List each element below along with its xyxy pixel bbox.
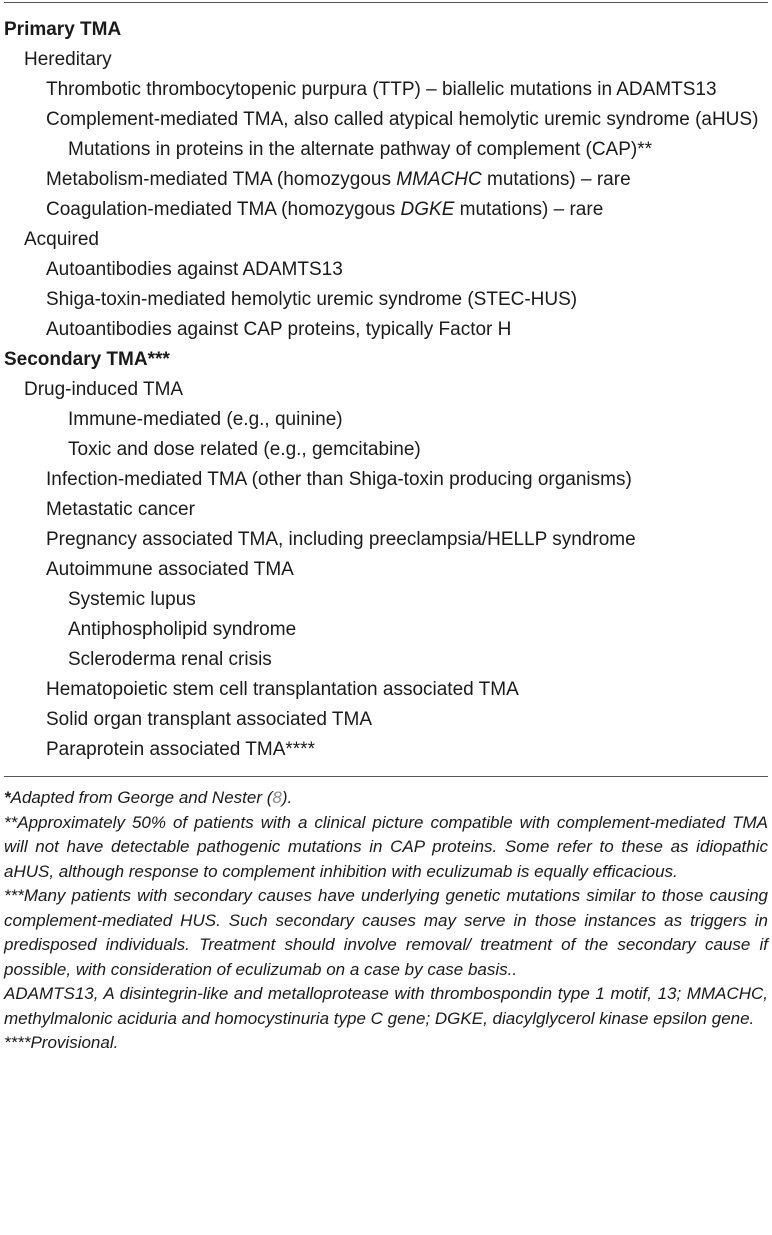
footnote-adapted xyxy=(4,786,768,811)
gene-name: DGKE xyxy=(400,199,455,220)
table-row: Toxic and dose related (e.g., gemcitabine) xyxy=(68,439,421,460)
footnote-star: * xyxy=(4,788,11,807)
footnote-provisional: ****Provisional. xyxy=(4,1033,119,1052)
table-row: Pregnancy associated TMA, including preeclampsia/HELLP syndrome xyxy=(46,529,636,550)
table-row: Autoantibodies against CAP proteins, typically Factor H xyxy=(46,319,512,340)
table-row: Antiphospholipid syndrome xyxy=(68,619,297,640)
table-page xyxy=(0,2,772,1235)
footnote-adapted-text: Adapted from George and Nester ( xyxy=(10,788,273,807)
table-row: Mutations in proteins in the alternate pathway of complement (CAP)** xyxy=(68,139,653,160)
footnote-adapted-end: ). xyxy=(281,788,293,807)
table-row xyxy=(4,165,768,195)
reference-link[interactable]: 8 xyxy=(272,788,282,807)
table-row: Complement-mediated TMA, also called atypical hemolytic uremic syndrome (aHUS) xyxy=(46,109,759,130)
row-text: mutations) – rare xyxy=(481,169,631,190)
table-row: Solid organ transplant associated TMA xyxy=(46,709,372,730)
table-row: Metastatic cancer xyxy=(46,499,195,520)
classification-table xyxy=(4,3,768,765)
row-text: mutations) – rare xyxy=(454,199,604,220)
table-row: Systemic lupus xyxy=(68,589,196,610)
table-row: Immune-mediated (e.g., quinine) xyxy=(68,409,343,430)
table-row: Hereditary xyxy=(24,49,112,70)
table-row: Acquired xyxy=(24,229,99,250)
table-row: Drug-induced TMA xyxy=(24,379,184,400)
gene-name: MMACHC xyxy=(396,169,482,190)
footnote-abbreviations: ADAMTS13, A disintegrin-like and metalloprotease with thrombospondin type 1 motif, 13; MMACHC, methylmalonic aciduria and homocystinuria type C gene; DGKE, diacylglycerol kinase epsilon gene. xyxy=(4,984,768,1028)
table-row: Autoantibodies against ADAMTS13 xyxy=(46,259,343,280)
row-text: Coagulation-mediated TMA (homozygous xyxy=(46,199,401,220)
table-row: Thrombotic thrombocytopenic purpura (TTP) – biallelic mutations in ADAMTS13 xyxy=(46,79,717,100)
table-row: Infection-mediated TMA (other than Shiga-toxin producing organisms) xyxy=(46,469,632,490)
section-heading: Primary TMA xyxy=(4,19,122,40)
table-row: Scleroderma renal crisis xyxy=(68,649,272,670)
table-row: Hematopoietic stem cell transplantation associated TMA xyxy=(46,679,519,700)
row-text: Metabolism-mediated TMA (homozygous xyxy=(46,169,397,190)
table-row: Paraprotein associated TMA**** xyxy=(46,739,315,760)
table-row xyxy=(4,195,768,225)
table-row: Shiga-toxin-mediated hemolytic uremic syndrome (STEC-HUS) xyxy=(46,289,578,310)
footnote-complement: **Approximately 50% of patients with a clinical picture compatible with complement-mediated TMA will not have detectable pathogenic mutations in CAP proteins. Some refer to these as idiopathic aHUS, although response to complement inhibition with eculizumab is equally efficacious. xyxy=(4,812,768,881)
section-heading: Secondary TMA*** xyxy=(4,349,170,370)
footnotes xyxy=(4,777,768,1056)
table-row: Autoimmune associated TMA xyxy=(46,559,294,580)
footnote-secondary: ***Many patients with secondary causes have underlying genetic mutations similar to those causing complement-mediated HUS. Such secondary causes may serve in those instances as triggers in predisposed individuals. Treatment should involve removal/ treatment of the secondary cause if possible, with consideration of eculizumab on a case by case basis.. xyxy=(4,886,768,979)
